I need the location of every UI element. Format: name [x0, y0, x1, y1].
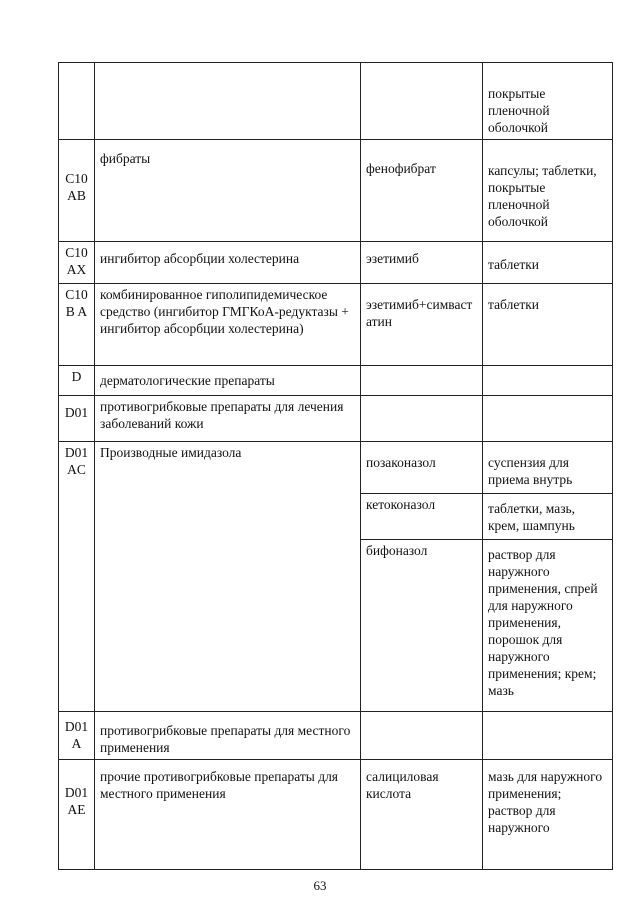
pharmacological-group-cell: Производные имидазола [95, 442, 361, 712]
inn-cell: позаконазол [361, 442, 483, 494]
dosage-form-cell [483, 712, 613, 760]
table-row [59, 442, 613, 494]
atc-code-cell: D01 AC [59, 442, 95, 712]
pharmacological-group-cell: прочие противогрибковые препараты для местного применения [95, 760, 361, 870]
dosage-form-cell [483, 366, 613, 396]
dosage-form-cell: таблетки [483, 242, 613, 284]
page-number: 63 [313, 878, 327, 893]
table-row [59, 712, 613, 760]
atc-code-cell [59, 63, 95, 140]
inn-cell: кетоконазол [361, 494, 483, 540]
dosage-form-cell [483, 396, 613, 442]
dosage-form-cell: раствор для наружного применения, спрей для наружного применения, порошок для наружного применения; крем; мазь [483, 540, 613, 712]
atc-code-cell: D [59, 366, 95, 396]
table-row [59, 284, 613, 366]
drug-table [58, 62, 613, 870]
inn-cell [361, 712, 483, 760]
dosage-form-cell: покрытые пленочной оболочкой [483, 63, 613, 140]
inn-cell: эзетимиб [361, 242, 483, 284]
table-row [59, 242, 613, 284]
table-row [59, 140, 613, 242]
pharmacological-group-cell: противогрибковые препараты для лечения заболеваний кожи [95, 396, 361, 442]
atc-code-cell: D01 AE [59, 760, 95, 870]
table-row [59, 366, 613, 396]
inn-cell [361, 63, 483, 140]
pharmacological-group-cell [95, 63, 361, 140]
inn-cell: эзетимиб+симвастатин [361, 284, 483, 366]
dosage-form-cell: таблетки, мазь, крем, шампунь [483, 494, 613, 540]
atc-code-cell: C10 AX [59, 242, 95, 284]
pharmacological-group-cell: противогрибковые препараты для местного применения [95, 712, 361, 760]
atc-code-cell: D01 [59, 396, 95, 442]
table-row [59, 760, 613, 870]
table-row [59, 63, 613, 140]
atc-code-cell: C10B A [59, 284, 95, 366]
dosage-form-cell: таблетки [483, 284, 613, 366]
pharmacological-group-cell: ингибитор абсорбции холестерина [95, 242, 361, 284]
dosage-form-cell: суспензия для приема внутрь [483, 442, 613, 494]
table-row [59, 396, 613, 442]
inn-cell [361, 396, 483, 442]
pharmacological-group-cell: дерматологические препараты [95, 366, 361, 396]
dosage-form-cell: мазь для наружного применения; раствор для наружного [483, 760, 613, 870]
atc-code-cell: C10 AB [59, 140, 95, 242]
atc-code-cell: D01 A [59, 712, 95, 760]
inn-cell: бифоназол [361, 540, 483, 712]
inn-cell: фенофибрат [361, 140, 483, 242]
dosage-form-cell: капсулы; таблетки, покрытые пленочной оболочкой [483, 140, 613, 242]
pharmacological-group-cell: комбинированное гиполипидемическое средство (ингибитор ГМГКоА-редуктазы + ингибитор абсорбции холестерина) [95, 284, 361, 366]
inn-cell: салициловая кислота [361, 760, 483, 870]
pharmacological-group-cell: фибраты [95, 140, 361, 242]
inn-cell [361, 366, 483, 396]
